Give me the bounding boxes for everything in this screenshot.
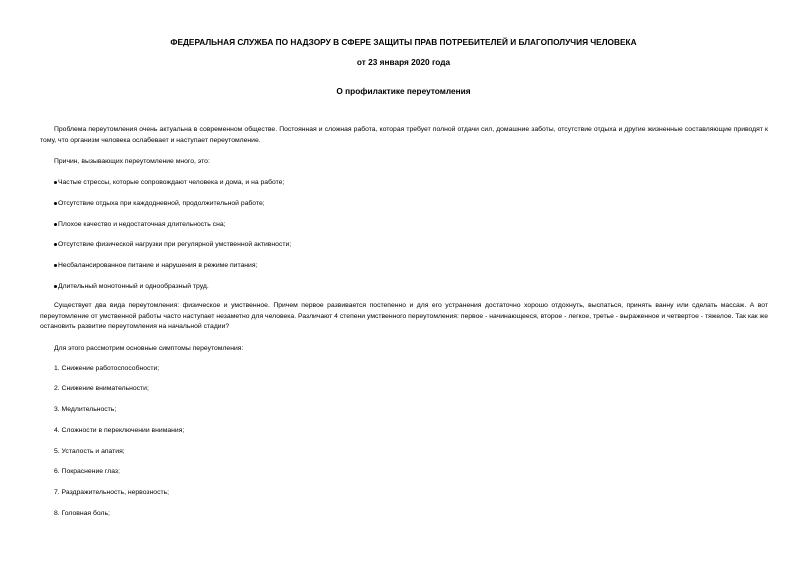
symptom-item: 7. Раздражительность, нервозность; — [54, 489, 170, 496]
cause-text: Частые стрессы, которые сопровождают человека и дома, и на работе; — [58, 179, 285, 186]
list-item — [54, 178, 284, 187]
symptoms-heading: Для этого рассмотрим основные симптомы переутомления: — [54, 345, 244, 352]
document-date: от 23 января 2020 года — [356, 57, 451, 67]
bullet-icon — [54, 223, 57, 226]
bullet-icon — [54, 243, 57, 246]
bullet-icon — [54, 285, 57, 288]
bullet-icon — [54, 202, 57, 205]
symptom-item: 5. Усталость и апатия; — [54, 448, 125, 455]
causes-heading: Причин, вызывающих переутомление много, это: — [54, 158, 210, 165]
bullet-icon — [54, 181, 57, 184]
symptom-item: 8. Головная боль; — [54, 510, 110, 517]
symptom-item: 1. Снижение работоспособности; — [54, 365, 160, 372]
cause-text: Длительный монотонный и однообразный труд. — [58, 283, 209, 290]
bullet-icon — [54, 264, 57, 267]
symptom-item: 4. Сложности в переключении внимания; — [54, 427, 185, 434]
symptom-item: 2. Снижение внимательности; — [54, 385, 149, 392]
types-paragraph: Существует два вида переутомления: физическое и умственное. Причем первое развивается постепенно и для его устранения достаточно хорошо отдохнуть, выспаться, принять ванну или сделать массаж. А вот переутомление от умственной работы часто наступает незаметно для человека. Различают 4 степени умственного переутомления: первое - начинающееся, второе - легкое, третье - выраженное и четвертое - тяжелое. Так как же остановить развитие переутомления на начальной стадии? — [40, 302, 768, 330]
agency-heading: ФЕДЕРАЛЬНАЯ СЛУЖБА ПО НАДЗОРУ В СФЕРЕ ЗАЩИТЫ ПРАВ ПОТРЕБИТЕЛЕЙ И БЛАГОПОЛУЧИЯ ЧЕЛОВЕКА — [170, 37, 637, 47]
symptom-item: 3. Медлительность; — [54, 406, 117, 413]
list-item — [54, 199, 265, 208]
cause-text: Несбалансированное питание и нарушения в режиме питания; — [58, 262, 258, 269]
symptom-item: 6. Покраснение глаз; — [54, 468, 120, 475]
cause-text: Плохое качество и недостаточная длительность сна; — [58, 221, 226, 228]
list-item — [54, 282, 209, 291]
document-title: О профилактике переутомления — [336, 86, 471, 96]
cause-text: Отсутствие физической нагрузки при регулярной умственной активности; — [58, 241, 292, 248]
list-item — [54, 240, 291, 249]
cause-text: Отсутствие отдыха при каждодневной, продолжительной работе; — [58, 200, 265, 207]
list-item — [54, 220, 226, 229]
intro-paragraph: Проблема переутомления очень актуальна в современном обществе. Постоянная и сложная работа, которая требует полной отдачи сил, домашние заботы, отсутствие отдыха и другие жизненные составляющие приводят к тому, что организм человека ослабевает и наступает переутомление. — [40, 126, 768, 144]
list-item — [54, 261, 257, 270]
